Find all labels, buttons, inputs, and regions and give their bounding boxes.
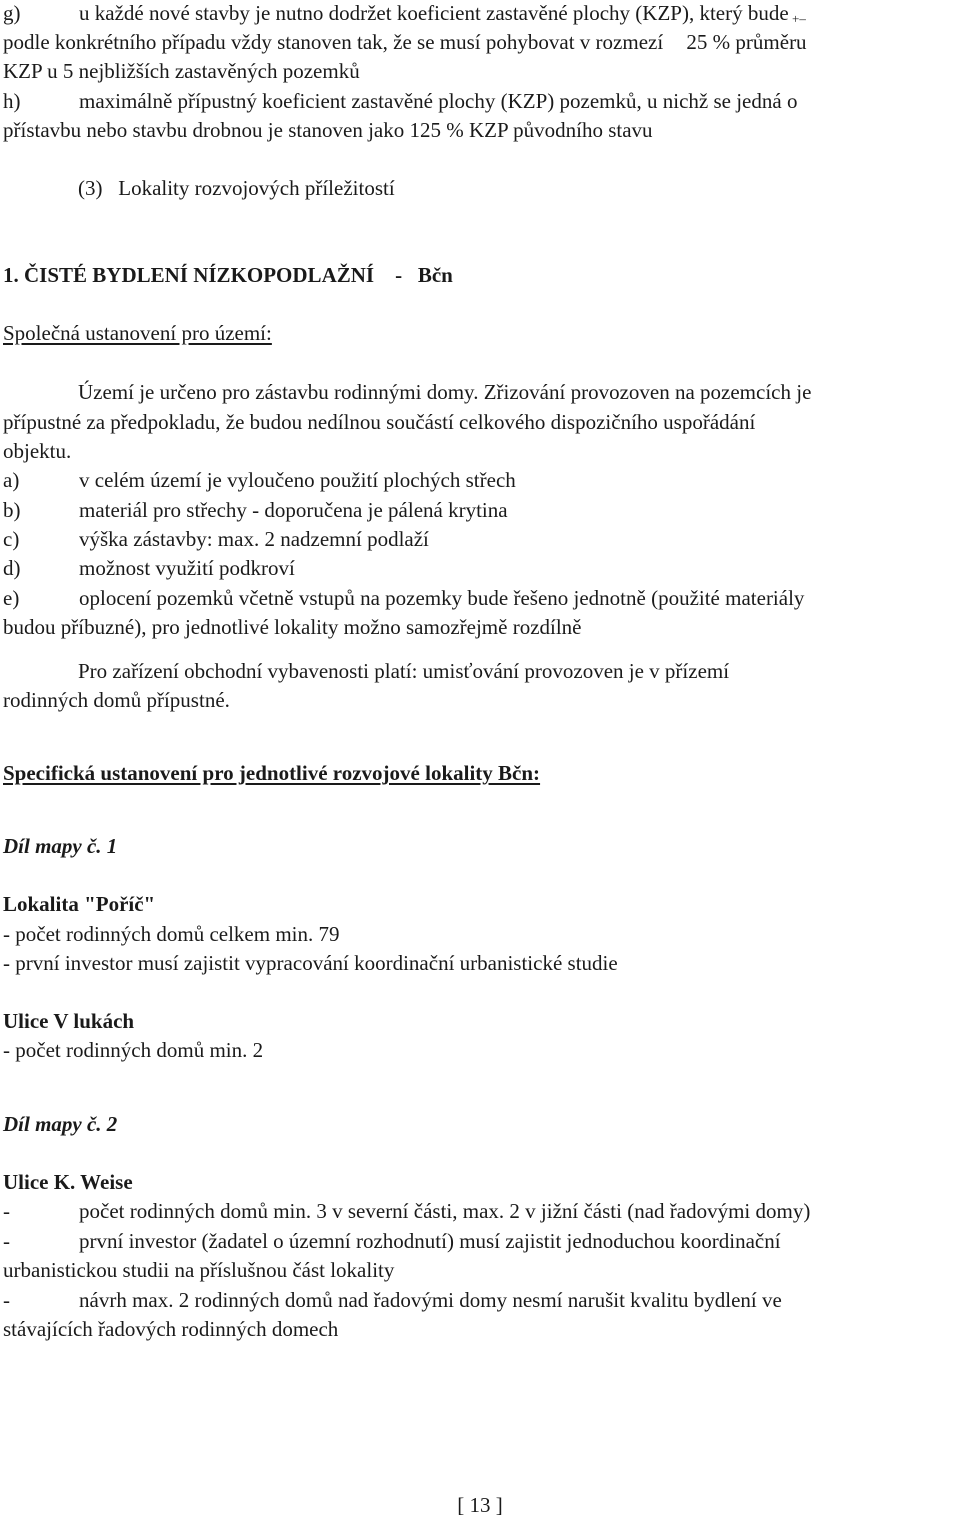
item-text: v celém území je vyloučeno použití plochých střech [79, 468, 516, 492]
subsection-heading: (3) Lokality rozvojových příležitostí [78, 176, 395, 200]
item-marker: g) [3, 1, 21, 25]
locality-title: Lokalita "Poříč" [3, 892, 156, 916]
item-text: 25 % průměru [686, 30, 807, 54]
plus-minus-symbol: +– [792, 11, 806, 26]
locality-title: Ulice K. Weise [3, 1170, 133, 1194]
list-item-g-continuation: KZP u 5 nejbližších zastavěných pozemků [3, 59, 360, 83]
item-text: první investor (žadatel o územní rozhodnutí) musí zajistit jednoduchou koordinační [79, 1229, 781, 1253]
item-marker: a) [3, 468, 20, 492]
specific-provisions-heading: Specifická ustanovení pro jednotlivé rozvojové lokality Bčn: [3, 761, 541, 785]
paragraph-line: objektu. [3, 439, 72, 463]
paragraph-line: Území je určeno pro zástavbu rodinnými domy. Zřizování provozoven na pozemcích je [78, 380, 812, 404]
item-text: materiál pro střechy - doporučena je pálená krytina [79, 498, 508, 522]
item-text: podle konkrétního případu vždy stanoven tak, že se musí pohybovat v rozmezí [3, 30, 669, 54]
locality-item-continuation: stávajících řadových rodinných domech [3, 1317, 339, 1341]
page-number: [ 13 ] [457, 1493, 503, 1517]
item-marker: b) [3, 498, 21, 522]
item-marker: h) [3, 89, 21, 113]
paragraph-line: přípustné za předpokladu, že budou nedílnou součástí celkového dispozičního uspořádání [3, 410, 756, 434]
common-provisions-heading: Společná ustanovení pro území: [3, 321, 272, 345]
item-marker: e) [3, 586, 20, 610]
item-marker: - [3, 1199, 10, 1223]
rule-item-continuation: budou příbuzné), pro jednotlivé lokality možno samozřejmě rozdílně [3, 615, 582, 639]
locality-line: - první investor musí zajistit vypracování koordinační urbanistické studie [3, 951, 618, 975]
locality-title: Ulice V lukách [3, 1009, 135, 1033]
item-text: výška zástavby: max. 2 nadzemní podlaží [79, 527, 429, 551]
item-marker: c) [3, 527, 20, 551]
map-part-heading: Díl mapy č. 2 [3, 1112, 118, 1136]
locality-line: - počet rodinných domů min. 2 [3, 1038, 264, 1062]
item-text: oplocení pozemků včetně vstupů na pozemky bude řešeno jednotně (použité materiály [79, 586, 805, 610]
item-text: návrh max. 2 rodinných domů nad řadovými domy nesmí narušit kvalitu bydlení ve [79, 1288, 782, 1312]
locality-item-continuation: urbanistickou studii na příslušnou část lokality [3, 1258, 395, 1282]
locality-line: - počet rodinných domů celkem min. 79 [3, 922, 340, 946]
paragraph-line: Pro zařízení obchodní vybavenosti platí: umisťování provozoven je v přízemí [78, 659, 730, 683]
item-text: možnost využití podkroví [79, 556, 295, 580]
item-marker: d) [3, 556, 21, 580]
paragraph-line: rodinných domů přípustné. [3, 688, 230, 712]
item-marker: - [3, 1229, 10, 1253]
map-part-heading: Díl mapy č. 1 [3, 834, 118, 858]
item-text: maximálně přípustný koeficient zastavěné plochy (KZP) pozemků, u nichž se jedná o [79, 89, 798, 113]
item-text: u každé nové stavby je nutno dodržet koeficient zastavěné plochy (KZP), který bude [79, 1, 789, 25]
item-marker: - [3, 1288, 10, 1312]
list-item-h-continuation: přístavbu nebo stavbu drobnou je stanoven jako 125 % KZP původního stavu [3, 118, 653, 142]
section-title: 1. ČISTÉ BYDLENÍ NÍZKOPODLAŽNÍ - Bčn [3, 263, 453, 287]
item-text: počet rodinných domů min. 3 v severní části, max. 2 v jižní části (nad řadovými domy) [79, 1199, 811, 1223]
